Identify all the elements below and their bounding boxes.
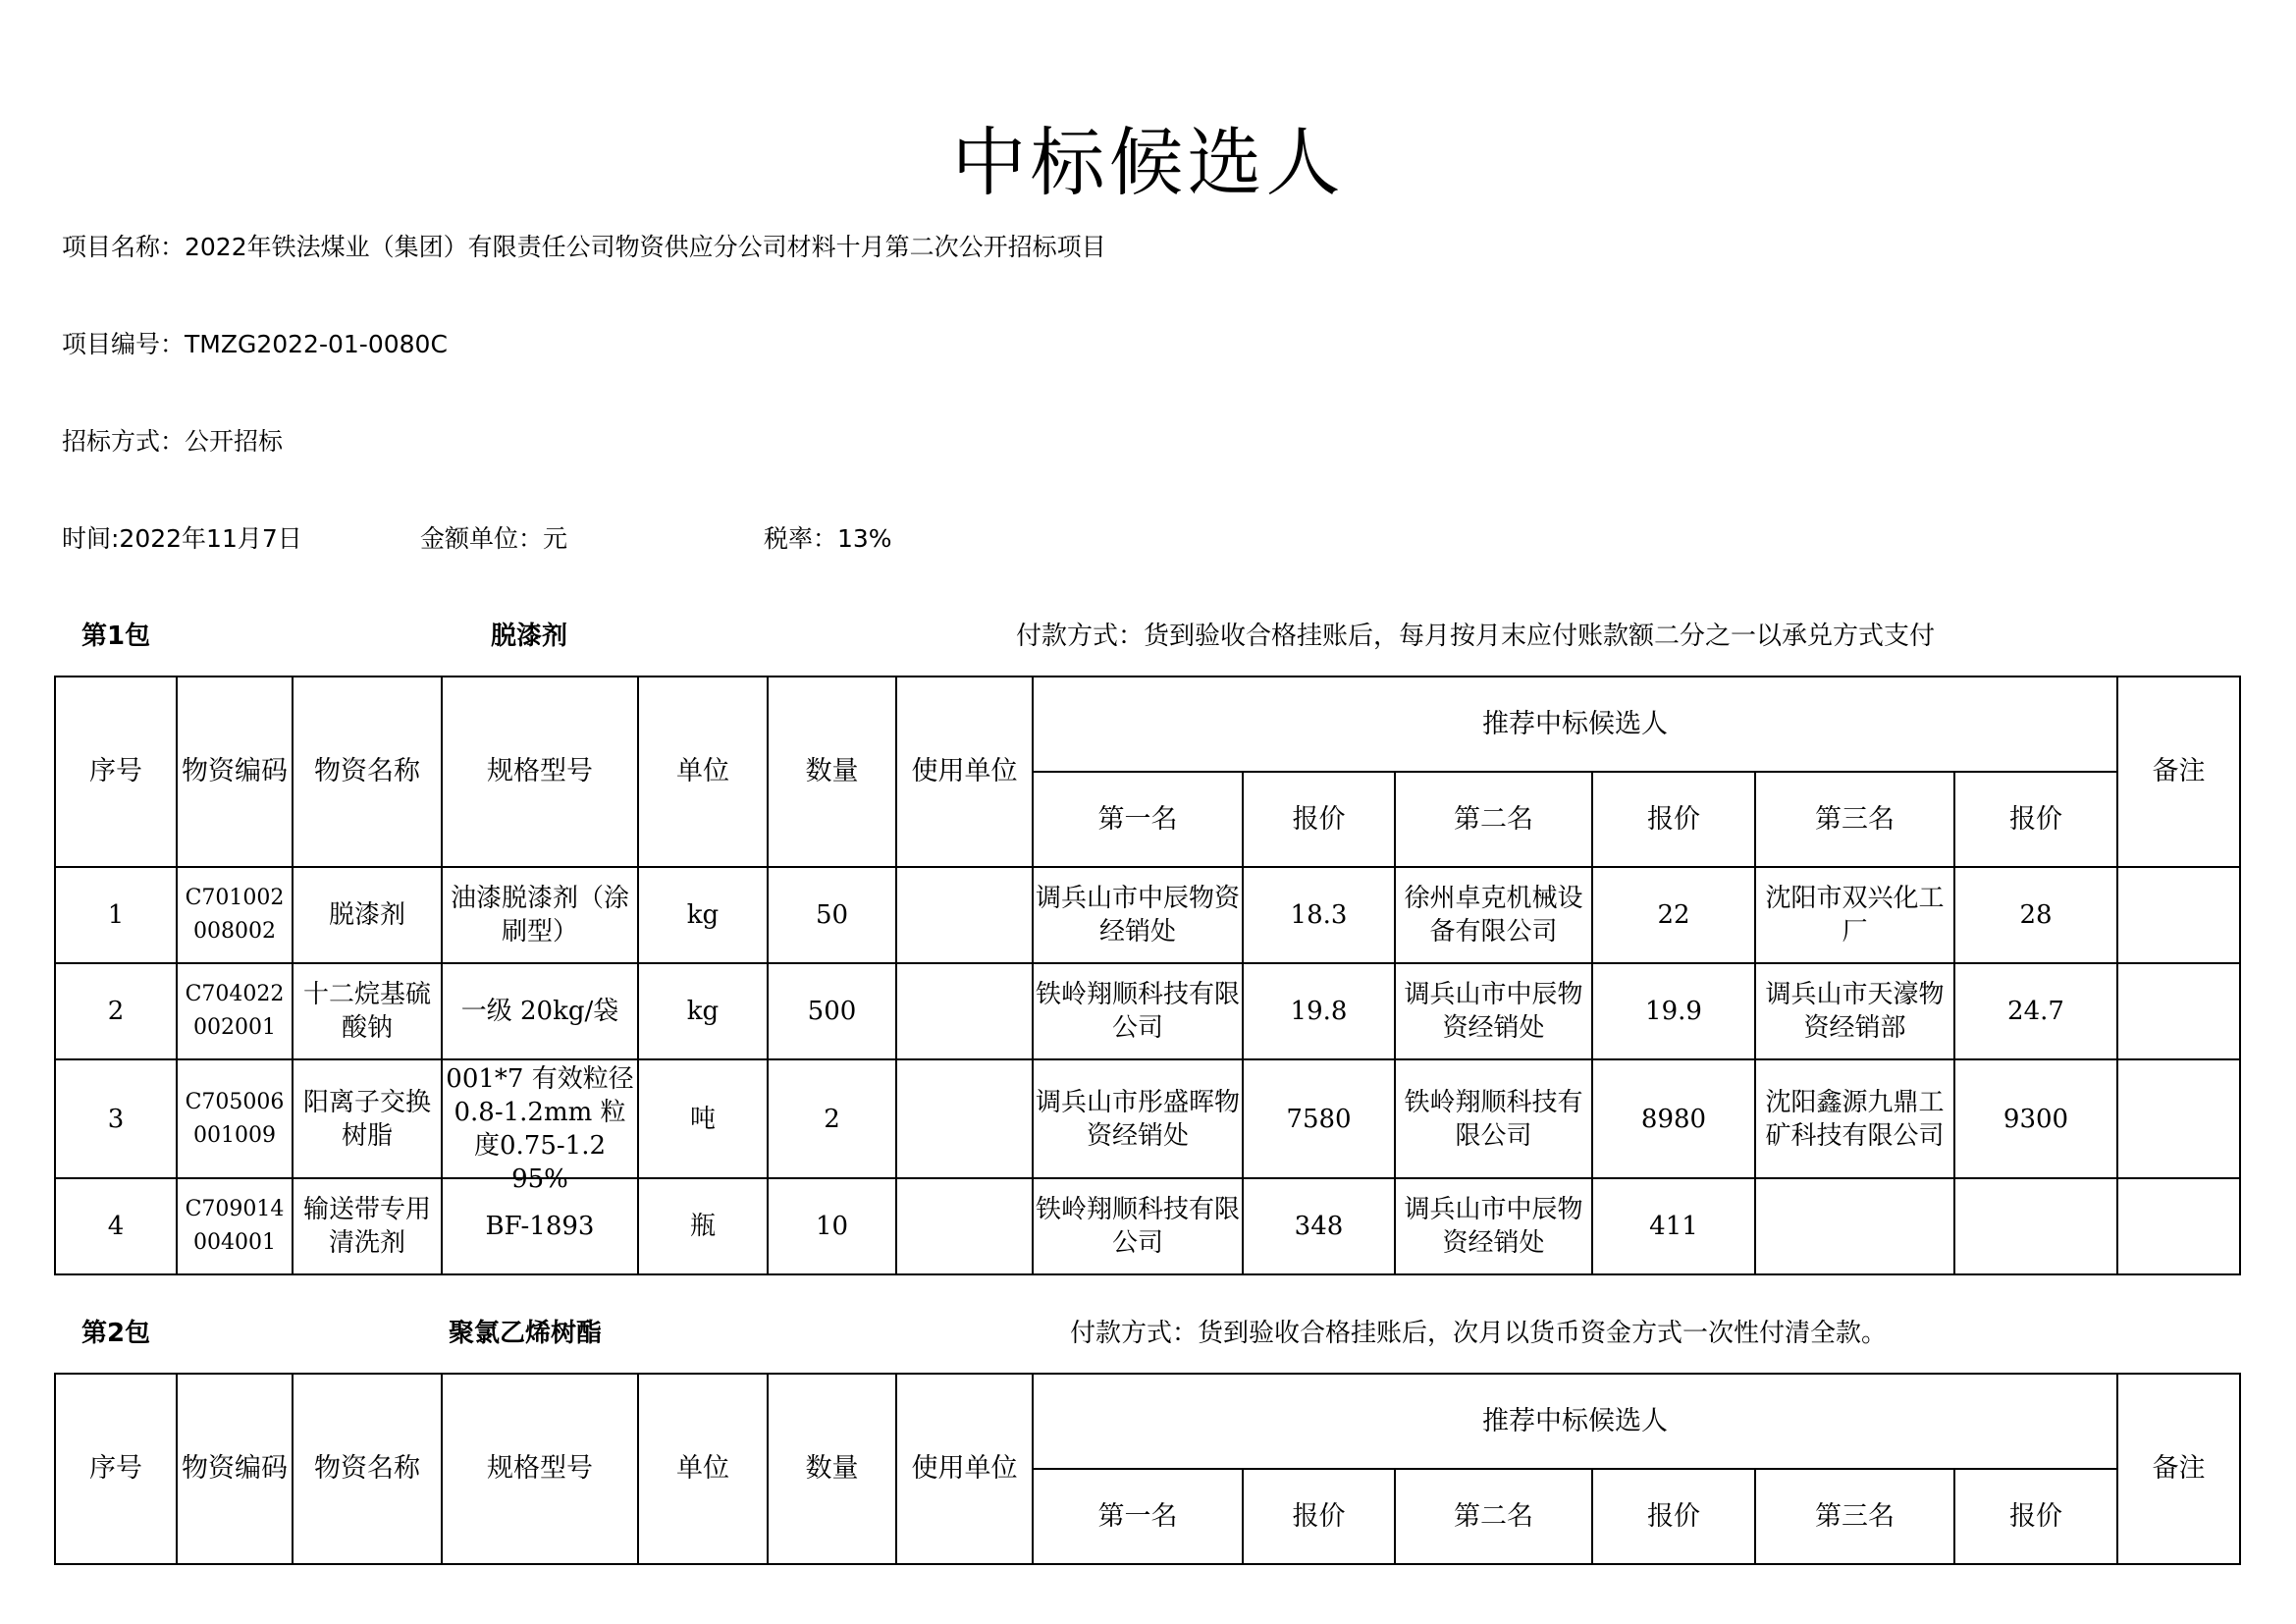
cell-second: 调兵山市中辰物资经销处 — [1395, 963, 1592, 1059]
cell-second: 铁岭翔顺科技有限公司 — [1395, 1059, 1592, 1178]
header-price-2: 报价 — [1592, 1469, 1755, 1564]
cell-user — [896, 1059, 1033, 1178]
cell-code: C705006001009 — [177, 1059, 293, 1178]
cell-seq: 1 — [55, 867, 177, 963]
cell-user — [896, 1178, 1033, 1274]
cell-third: 调兵山市天濠物资经销部 — [1755, 963, 1954, 1059]
table-row — [55, 867, 2240, 963]
cell-qty: 50 — [768, 867, 896, 963]
package-2-table — [54, 1373, 2241, 1565]
cell-unit: 吨 — [638, 1059, 768, 1178]
cell-second: 徐州卓克机械设备有限公司 — [1395, 867, 1592, 963]
header-remark: 备注 — [2117, 677, 2240, 867]
cell-spec: 一级 20kg/袋 — [442, 963, 638, 1059]
cell-spec: 油漆脱漆剂（涂刷型） — [442, 867, 638, 963]
cell-price-3: 24.7 — [1954, 963, 2117, 1059]
header-qty: 数量 — [768, 677, 896, 867]
table-row — [55, 963, 2240, 1059]
bid-method: 招标方式：公开招标 — [62, 427, 284, 456]
package-2-material: 聚氯乙烯树酯 — [449, 1319, 603, 1348]
cell-price-1: 19.8 — [1243, 963, 1395, 1059]
cell-remark — [2117, 1059, 2240, 1178]
cell-price-1: 348 — [1243, 1178, 1395, 1274]
cell-name: 阳离子交换树脂 — [293, 1059, 442, 1178]
header-name: 物资名称 — [293, 677, 442, 867]
table-row — [55, 1059, 2240, 1178]
cell-price-3: 28 — [1954, 867, 2117, 963]
cell-price-2: 8980 — [1592, 1059, 1755, 1178]
cell-first: 铁岭翔顺科技有限公司 — [1033, 963, 1243, 1059]
header-first: 第一名 — [1033, 772, 1243, 867]
package-1-label: 第1包 — [81, 622, 151, 651]
cell-code: C709014004001 — [177, 1178, 293, 1274]
cell-qty: 2 — [768, 1059, 896, 1178]
cell-price-1: 7580 — [1243, 1059, 1395, 1178]
cell-seq: 3 — [55, 1059, 177, 1178]
cell-price-2: 22 — [1592, 867, 1755, 963]
header-unit: 单位 — [638, 1374, 768, 1564]
cell-third: 沈阳市双兴化工厂 — [1755, 867, 1954, 963]
cell-remark — [2117, 867, 2240, 963]
cell-user — [896, 963, 1033, 1059]
header-user: 使用单位 — [896, 1374, 1033, 1564]
cell-first: 调兵山市彤盛晖物资经销处 — [1033, 1059, 1243, 1178]
cell-price-2: 411 — [1592, 1178, 1755, 1274]
cell-first: 调兵山市中辰物资经销处 — [1033, 867, 1243, 963]
cell-unit: kg — [638, 867, 768, 963]
package-1-payment: 付款方式：货到验收合格挂账后，每月按月末应付账款额二分之一以承兑方式支付 — [1016, 622, 1936, 651]
header-name: 物资名称 — [293, 1374, 442, 1564]
header-spec: 规格型号 — [442, 677, 638, 867]
header-third: 第三名 — [1755, 1469, 1954, 1564]
header-seq: 序号 — [55, 677, 177, 867]
cell-name: 输送带专用清洗剂 — [293, 1178, 442, 1274]
package-1-material: 脱漆剂 — [491, 622, 568, 651]
cell-spec: 001*7 有效粒径0.8-1.2mm 粒度0.75-1.2 95% — [442, 1059, 638, 1178]
page-title: 中标候选人 — [951, 119, 1345, 206]
header-code: 物资编码 — [177, 677, 293, 867]
cell-price-1: 18.3 — [1243, 867, 1395, 963]
header-third: 第三名 — [1755, 772, 1954, 867]
cell-unit: kg — [638, 963, 768, 1059]
cell-price-3: 9300 — [1954, 1059, 2117, 1178]
cell-third: 沈阳鑫源九鼎工矿科技有限公司 — [1755, 1059, 1954, 1178]
header-unit: 单位 — [638, 677, 768, 867]
cell-code: C701002008002 — [177, 867, 293, 963]
header-second: 第二名 — [1395, 1469, 1592, 1564]
project-name: 项目名称：2022年铁法煤业（集团）有限责任公司物资供应分公司材料十月第二次公开招标项目 — [62, 233, 1106, 261]
cell-price-3 — [1954, 1178, 2117, 1274]
cell-spec: BF-1893 — [442, 1178, 638, 1274]
header-recommend: 推荐中标候选人 — [1033, 1374, 2117, 1469]
cell-seq: 4 — [55, 1178, 177, 1274]
cell-price-2: 19.9 — [1592, 963, 1755, 1059]
cell-name: 十二烷基硫酸钠 — [293, 963, 442, 1059]
cell-qty: 10 — [768, 1178, 896, 1274]
header-price-3: 报价 — [1954, 772, 2117, 867]
cell-first: 铁岭翔顺科技有限公司 — [1033, 1178, 1243, 1274]
cell-seq: 2 — [55, 963, 177, 1059]
header-price-3: 报价 — [1954, 1469, 2117, 1564]
header-price-1: 报价 — [1243, 1469, 1395, 1564]
cell-code: C704022002001 — [177, 963, 293, 1059]
time: 时间:2022年11月7日 — [62, 524, 302, 553]
currency-unit: 金额单位：元 — [420, 524, 568, 553]
header-second: 第二名 — [1395, 772, 1592, 867]
header-recommend: 推荐中标候选人 — [1033, 677, 2117, 772]
cell-third — [1755, 1178, 1954, 1274]
header-seq: 序号 — [55, 1374, 177, 1564]
header-remark: 备注 — [2117, 1374, 2240, 1564]
header-spec: 规格型号 — [442, 1374, 638, 1564]
package-1-table — [54, 676, 2241, 1275]
cell-name: 脱漆剂 — [293, 867, 442, 963]
header-price-1: 报价 — [1243, 772, 1395, 867]
cell-unit: 瓶 — [638, 1178, 768, 1274]
package-2-label: 第2包 — [81, 1319, 151, 1348]
cell-remark — [2117, 1178, 2240, 1274]
header-code: 物资编码 — [177, 1374, 293, 1564]
table-row — [55, 1178, 2240, 1274]
cell-remark — [2117, 963, 2240, 1059]
project-number: 项目编号：TMZG2022-01-0080C — [62, 330, 448, 358]
header-qty: 数量 — [768, 1374, 896, 1564]
header-price-2: 报价 — [1592, 772, 1755, 867]
cell-second: 调兵山市中辰物资经销处 — [1395, 1178, 1592, 1274]
cell-qty: 500 — [768, 963, 896, 1059]
package-2-payment: 付款方式：货到验收合格挂账后，次月以货币资金方式一次性付清全款。 — [1070, 1319, 1888, 1348]
cell-user — [896, 867, 1033, 963]
header-first: 第一名 — [1033, 1469, 1243, 1564]
tax-rate: 税率：13% — [764, 524, 892, 553]
header-user: 使用单位 — [896, 677, 1033, 867]
